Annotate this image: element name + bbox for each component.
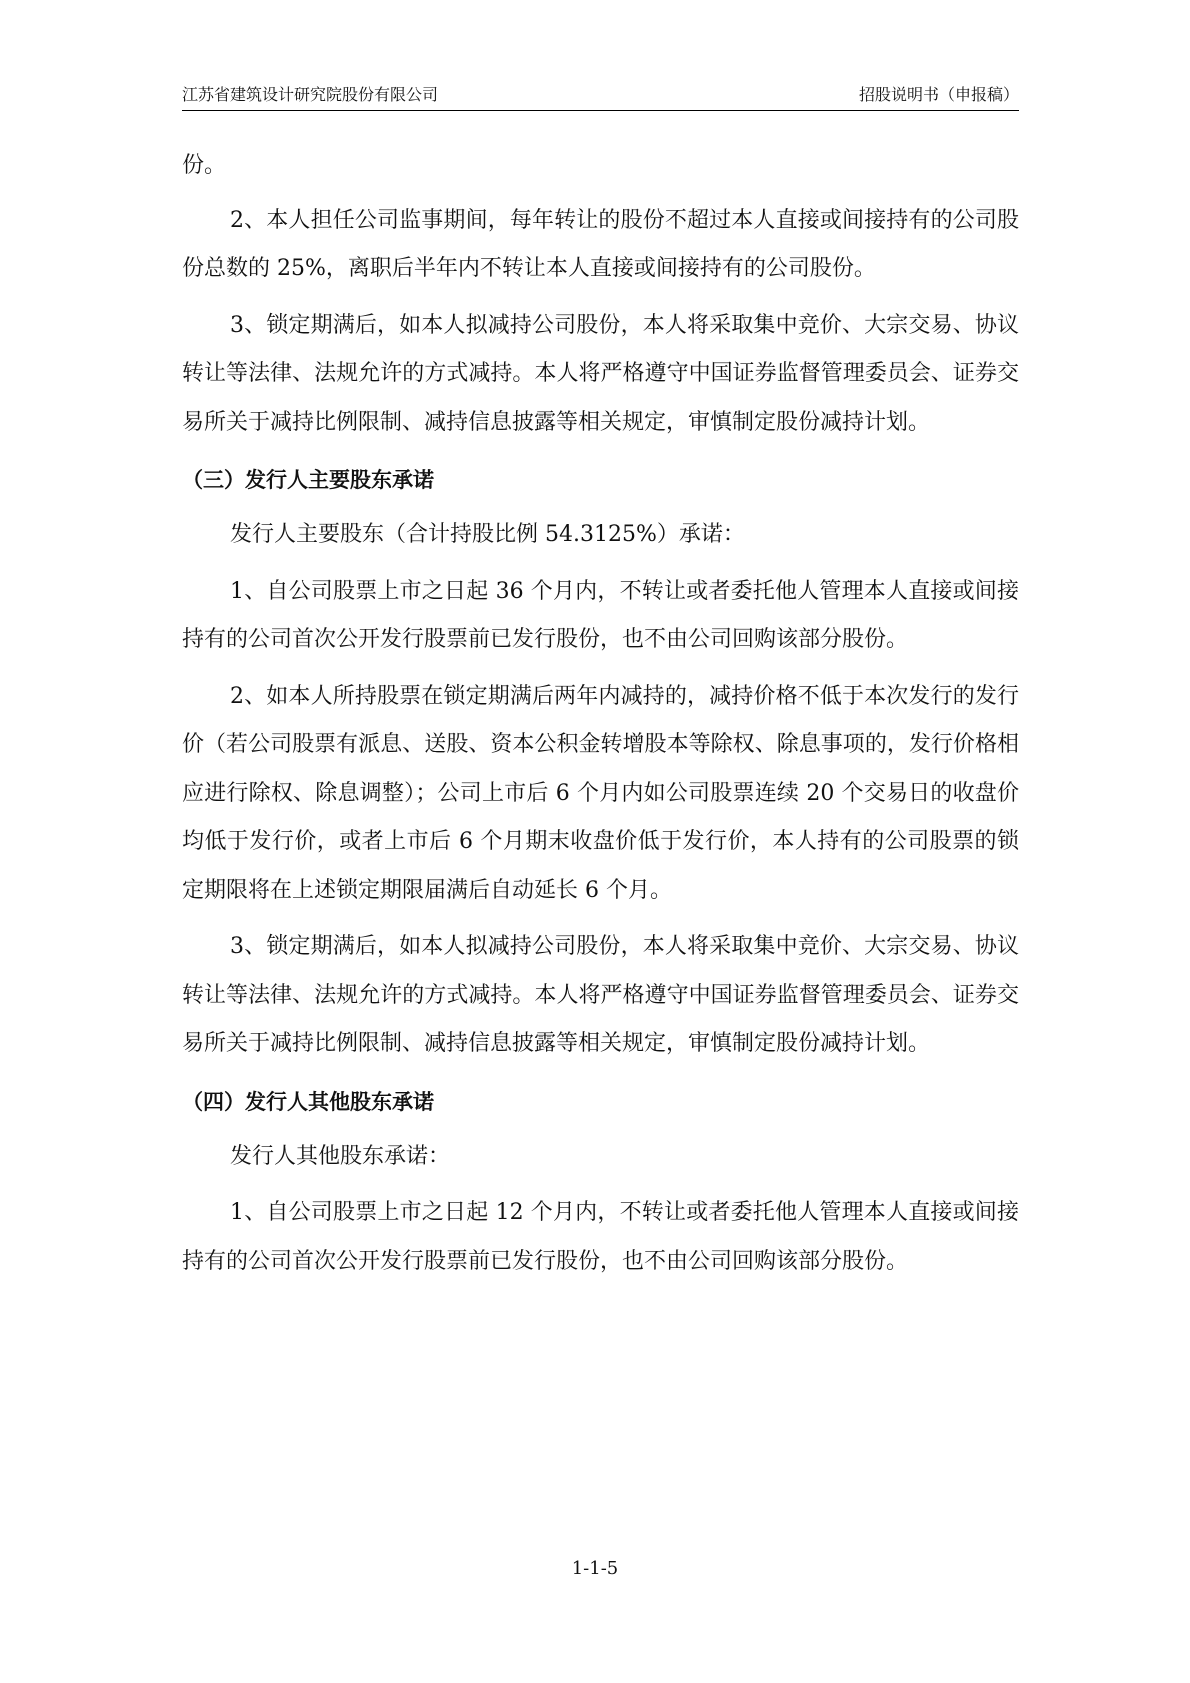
section4-intro: 发行人其他股东承诺： xyxy=(230,1143,451,1169)
page-header xyxy=(182,82,1019,111)
section4-item-1: 1、自公司股票上市之日起 12 个月内，不转让或者委托他人管理本人直接或间接持有的公司首次公开发行股票前已发行股份，也不由公司回购该部分股份。 xyxy=(182,1200,1019,1274)
section3-intro: 发行人主要股东（合计持股比例 54.3125%）承诺： xyxy=(230,522,745,547)
document-type: 招股说明书（申报稿） xyxy=(858,85,1019,104)
section3-item-1: 1、自公司股票上市之日起 36 个月内，不转让或者委托他人管理本人直接或间接持有的公司首次公开发行股票前已发行股份，也不由公司回购该部分股份。 xyxy=(182,578,1019,652)
section-title-other-shareholders: （四）发行人其他股东承诺 xyxy=(182,1089,434,1114)
section3-item-2: 2、如本人所持股票在锁定期满后两年内减持的，减持价格不低于本次发行的发行价（若公司股票有派息、送股、资本公积金转增股本等除权、除息事项的，发行价格相应进行除权、除息调整）；公司上市后 6 个月内如公司股票连续 20 个交易日的收盘价均低于发行价，或者上市后 6 个月期末收盘价低于发行价，本人持有的公司股票的锁定期限将在上述锁定期限届满后自动延长 6 个月。 xyxy=(182,683,1019,903)
section3-item-3: 3、锁定期满后，如本人拟减持公司股份，本人将采取集中竞价、大宗交易、协议转让等法律、法规允许的方式减持。本人将严格遵守中国证券监督管理委员会、证券交易所关于减持比例限制、减持信息披露等相关规定，审慎制定股份减持计划。 xyxy=(182,934,1019,1056)
continuation-text: 份。 xyxy=(182,153,227,178)
section-title-major-shareholders: （三）发行人主要股东承诺 xyxy=(182,468,434,492)
supervisor-item-2: 2、本人担任公司监事期间，每年转让的股份不超过本人直接或间接持有的公司股份总数的 25%，离职后半年内不转让本人直接或间接持有的公司股份。 xyxy=(182,207,1019,281)
supervisor-item-3: 3、锁定期满后，如本人拟减持公司股份，本人将采取集中竞价、大宗交易、协议转让等法律、法规允许的方式减持。本人将严格遵守中国证券监督管理委员会、证券交易所关于减持比例限制、减持信息披露等相关规定，审慎制定股份减持计划。 xyxy=(182,312,1019,435)
company-name: 江苏省建筑设计研究院股份有限公司 xyxy=(182,85,439,104)
page-number: 1-1-5 xyxy=(571,1558,619,1579)
document-body xyxy=(182,142,1019,1286)
